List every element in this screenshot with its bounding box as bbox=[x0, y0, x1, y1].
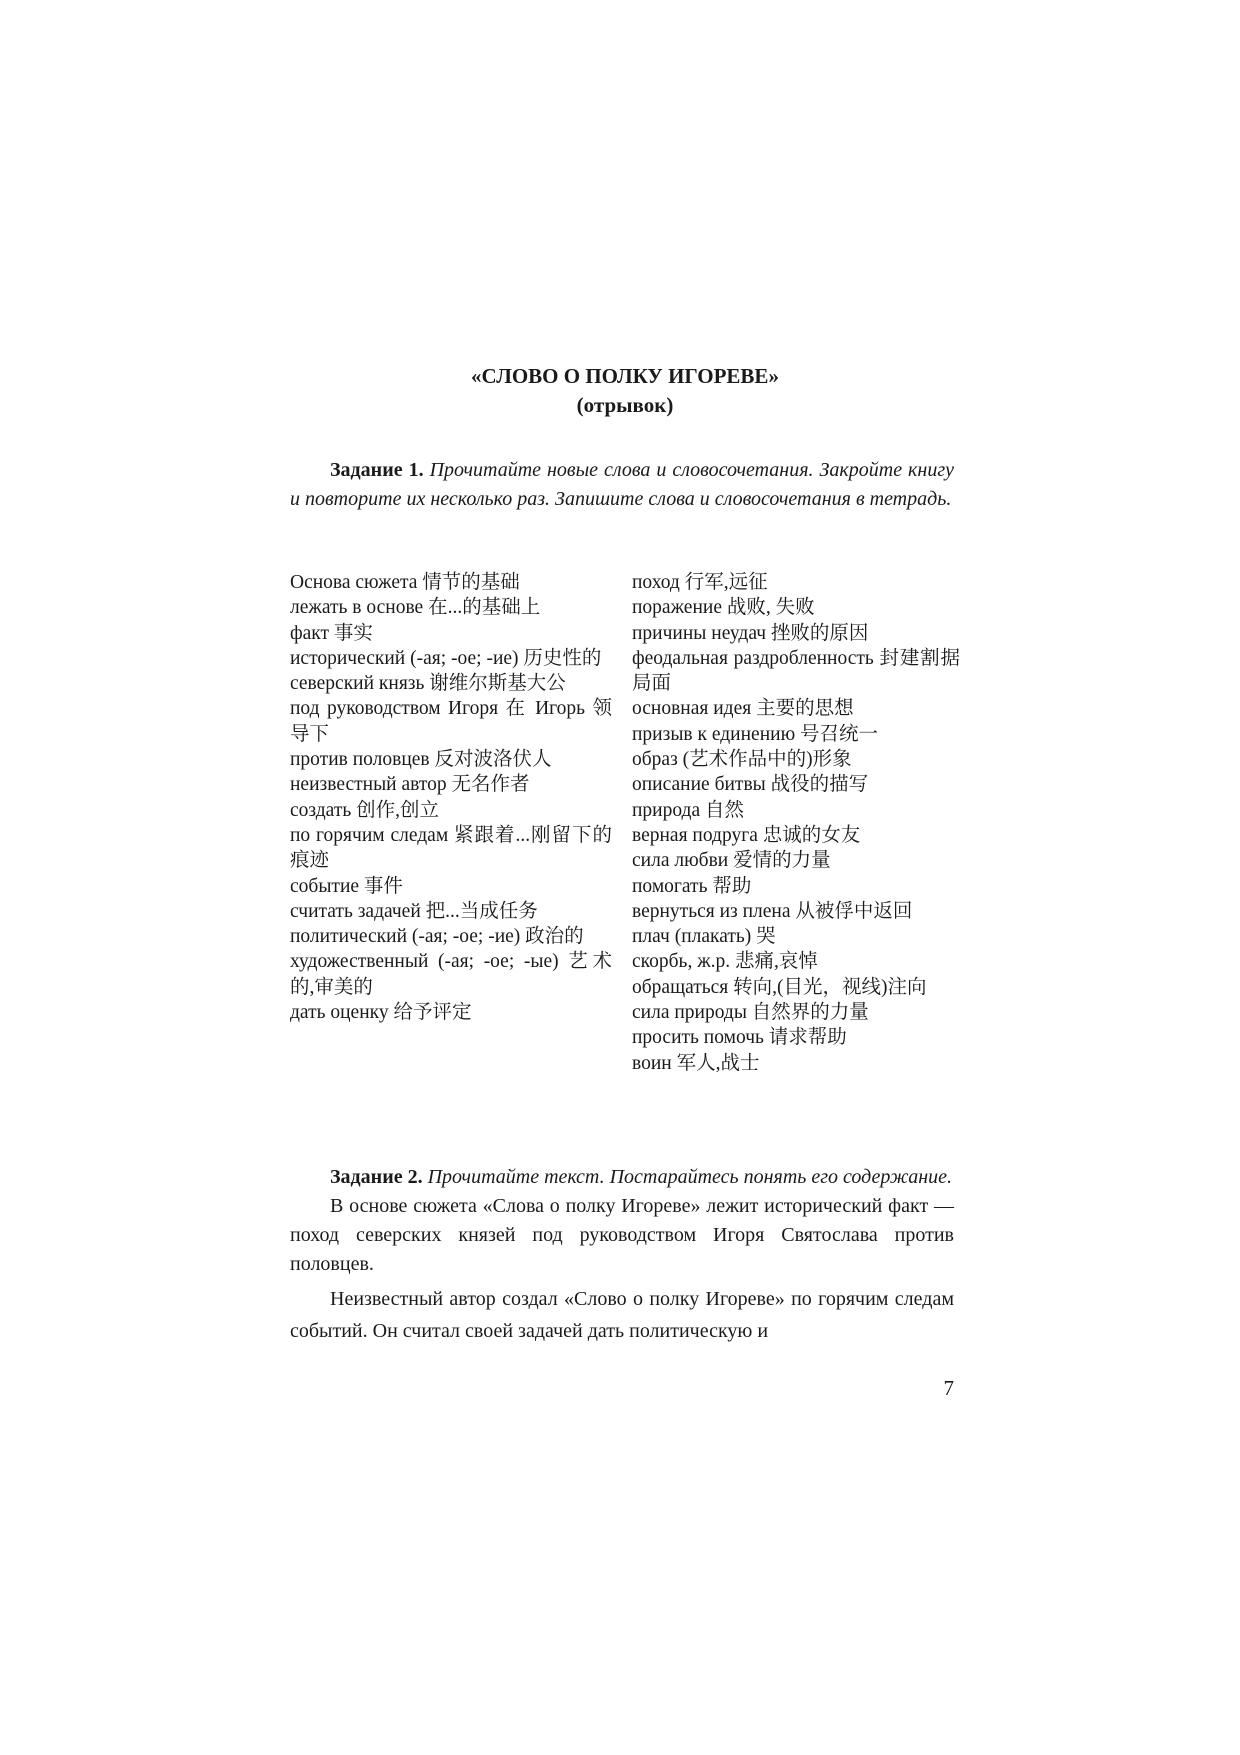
vocab-entry: природа 自然 bbox=[632, 799, 745, 821]
vocab-entry: обращаться 转向,(目光，视线)注向 bbox=[632, 976, 927, 998]
page-number: 7 bbox=[943, 1376, 954, 1400]
vocab-entry: феодальная раздробленность 封建割据局面 bbox=[632, 647, 960, 695]
vocab-entry: описание битвы 战役的描写 bbox=[632, 774, 869, 796]
vocab-entry: основная идея 主要的思想 bbox=[632, 698, 854, 720]
vocab-entry: призыв к единению 号召统一 bbox=[632, 723, 879, 745]
task-2 bbox=[290, 1163, 954, 1347]
vocab-entry: вернуться из плена 从被俘中返回 bbox=[632, 900, 913, 922]
vocab-entry: воин 军人,战士 bbox=[632, 1052, 760, 1074]
vocab-entry: поход 行军,远征 bbox=[632, 572, 768, 593]
task-2-label: Задание 2. bbox=[330, 1166, 423, 1188]
section-title bbox=[290, 362, 960, 420]
vocab-entry: помогать 帮助 bbox=[632, 875, 752, 897]
title-main: «СЛОВО О ПОЛКУ ИГОРЕВЕ» bbox=[471, 364, 779, 388]
task-2-text bbox=[290, 1163, 954, 1192]
vocab-entry: плач (плакать) 哭 bbox=[632, 926, 776, 948]
vocab-entry: сила природы 自然界的力量 bbox=[632, 1002, 869, 1024]
task-1-instruction: Прочитайте новые слова и словосочетания. Закройте книгу и повторите их несколько раз. Запишите слова и словосочетания в тетрадь. bbox=[290, 459, 955, 510]
vocab-entry: просить помочь 请求帮助 bbox=[632, 1027, 847, 1049]
vocab-entry: художественный (-ая; -ое; -ые) 艺术的,审美的 bbox=[290, 951, 612, 998]
vocab-entry: причины неудач 挫败的原因 bbox=[632, 622, 869, 644]
vocab-entry: против половцев 反对波洛伏人 bbox=[290, 749, 552, 771]
vocab-entry: исторический (-ая; -ое; -ие) 历史性的 bbox=[290, 647, 602, 669]
vocabulary-right-column bbox=[632, 570, 960, 1076]
vocab-entry: поражение 战败, 失败 bbox=[632, 597, 815, 619]
task-2-instruction: Прочитайте текст. Постарайтесь понять его содержание. bbox=[427, 1166, 953, 1188]
vocab-entry: политический (-ая; -ое; -ие) 政治的 bbox=[290, 926, 584, 948]
text-paragraph: Неизвестный автор создал «Слово о полку Игореве» по горячим следам событий. Он считал своей задачей дать политическую и bbox=[290, 1288, 954, 1342]
task-1-label: Задание 1. bbox=[330, 459, 424, 481]
title-sub: (отрывок) bbox=[576, 393, 674, 417]
vocab-entry: создать 创作,创立 bbox=[290, 799, 439, 821]
text-paragraph: В основе сюжета «Слова о полку Игореве» лежит исторический факт — поход северских князей под руководством Игоря Святослава против половцев. bbox=[290, 1195, 954, 1275]
task-1-text bbox=[290, 456, 954, 514]
vocab-entry: считать задачей 把...当成任务 bbox=[290, 900, 538, 922]
vocab-entry: Основа сюжета 情节的基础 bbox=[290, 572, 520, 593]
vocab-entry: под руководством Игоря 在 Игорь 领导下 bbox=[290, 698, 612, 745]
task-1 bbox=[290, 456, 954, 514]
vocab-entry: скорбь, ж.р. 悲痛,哀悼 bbox=[632, 951, 818, 973]
vocab-entry: северский князь 谢维尔斯基大公 bbox=[290, 673, 566, 695]
vocab-entry: по горячим следам 紧跟着...刚留下的痕迹 bbox=[290, 824, 612, 872]
vocab-entry: дать оценку 给予评定 bbox=[290, 1002, 472, 1024]
vocab-entry: сила любви 爱情的力量 bbox=[632, 850, 831, 872]
vocab-entry: лежать в основе 在...的基础上 bbox=[290, 597, 541, 619]
vocab-entry: неизвестный автор 无名作者 bbox=[290, 774, 530, 796]
vocab-entry: образ (艺术作品中的)形象 bbox=[632, 749, 852, 771]
vocabulary-left-column bbox=[290, 570, 612, 1025]
vocab-entry: верная подруга 忠诚的女友 bbox=[632, 824, 861, 846]
vocab-entry: факт 事实 bbox=[290, 622, 373, 644]
vocab-entry: событие 事件 bbox=[290, 875, 403, 897]
